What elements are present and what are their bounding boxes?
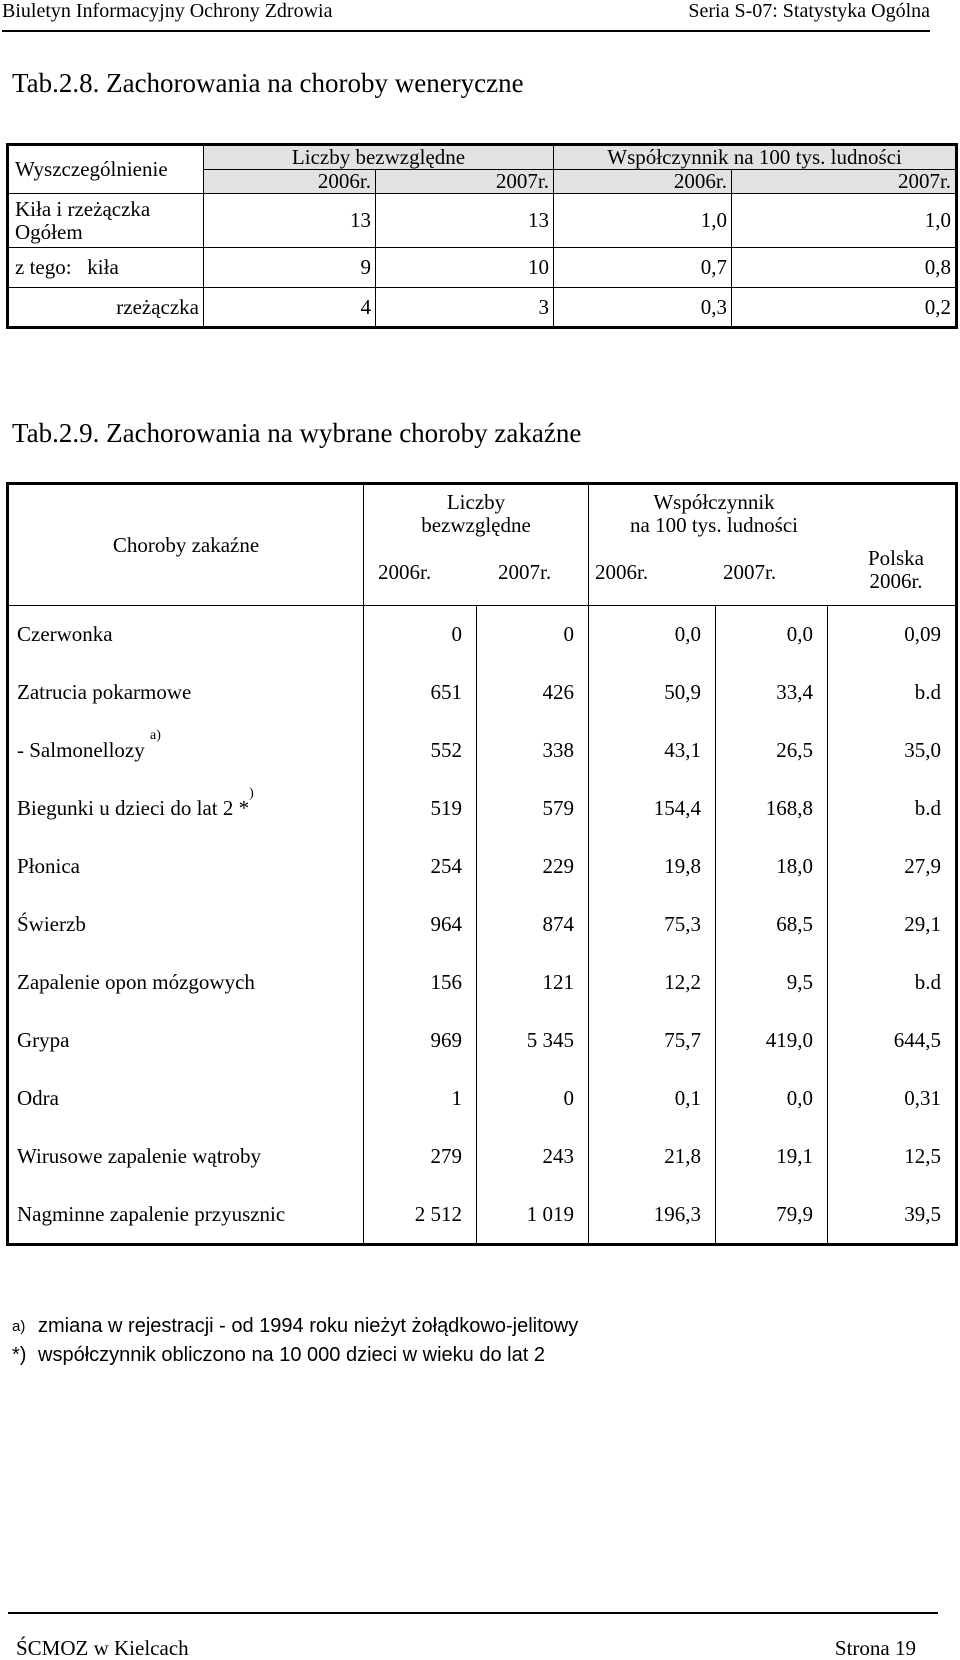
table-cell: 0,7 xyxy=(554,248,732,288)
table-cell: 19,1 xyxy=(716,1128,828,1186)
table-cell: 33,4 xyxy=(716,664,828,722)
footnote-reference: a) xyxy=(149,728,161,743)
row-label: - Salmonellozy $^{a)}$ xyxy=(8,722,364,780)
footnote-reference: ) xyxy=(249,786,254,801)
table-cell: 964 xyxy=(364,896,477,954)
table-cell: 0,0 xyxy=(589,606,716,664)
table-cell: 2 512 xyxy=(364,1186,477,1245)
table-cell: 1,0 xyxy=(554,194,732,248)
row-label: Nagminne zapalenie przyusznic xyxy=(8,1186,364,1245)
header-year: 2007r. xyxy=(723,560,777,584)
table-cell: 39,5 xyxy=(828,1186,957,1245)
table-cell: 0,2 xyxy=(732,288,957,328)
table-cell: 519 xyxy=(364,780,477,838)
row-label: Grypa xyxy=(8,1012,364,1070)
table-row xyxy=(8,194,957,248)
table-cell: 50,9 xyxy=(589,664,716,722)
table-cell: 338 xyxy=(477,722,589,780)
table-cell: 21,8 xyxy=(589,1128,716,1186)
table-cell: 651 xyxy=(364,664,477,722)
table-cell: b.d xyxy=(828,664,957,722)
table-cell: 154,4 xyxy=(589,780,716,838)
table-cell: 168,8 xyxy=(716,780,828,838)
header-year: 2006r. xyxy=(204,170,376,194)
table-cell: 552 xyxy=(364,722,477,780)
table-row xyxy=(8,896,957,954)
table-cell: 0,31 xyxy=(828,1070,957,1128)
table-cell: 9 xyxy=(204,248,376,288)
table-row xyxy=(8,838,957,896)
infectious-diseases-table xyxy=(6,482,958,1246)
table-cell: 10 xyxy=(376,248,554,288)
footnote xyxy=(12,1312,578,1341)
table-cell: 0,8 xyxy=(732,248,957,288)
table-cell: 75,3 xyxy=(589,896,716,954)
header-series: Seria S-07: Statystyka Ogólna xyxy=(688,0,930,22)
row-label: Biegunki u dzieci do lat 2 *) xyxy=(8,780,364,838)
table-cell: 9,5 xyxy=(716,954,828,1012)
header-year: 2007r. xyxy=(732,170,957,194)
header-year: 2006r. xyxy=(378,560,432,584)
table-cell: 419,0 xyxy=(716,1012,828,1070)
header-year: 2006r. xyxy=(554,170,732,194)
table-cell: 19,8 xyxy=(589,838,716,896)
row-label: Kiła i rzeżączka Ogółem xyxy=(8,194,204,248)
running-header xyxy=(2,0,930,32)
row-label: Płonica xyxy=(8,838,364,896)
table-2-8-title: Tab.2.8. Zachorowania na choroby weneryczne xyxy=(12,68,524,98)
table-cell: 18,0 xyxy=(716,838,828,896)
table-cell: 79,9 xyxy=(716,1186,828,1245)
table-cell: 3 xyxy=(376,288,554,328)
table-cell: 0,1 xyxy=(589,1070,716,1128)
table-cell: 243 xyxy=(477,1128,589,1186)
row-label: z tego: kiła xyxy=(8,248,204,288)
page-number: Strona 19 xyxy=(834,1636,916,1660)
table-cell: 579 xyxy=(477,780,589,838)
table-cell: 0,3 xyxy=(554,288,732,328)
row-label: Czerwonka xyxy=(8,606,364,664)
table-cell: b.d xyxy=(828,954,957,1012)
table-row xyxy=(8,1012,957,1070)
table-cell: b.d xyxy=(828,780,957,838)
footnote-text: zmiana w rejestracji - od 1994 roku nieżyt żołądkowo-jelitowy xyxy=(38,1315,579,1337)
footer-institution: ŚCMOZ w Kielcach xyxy=(16,1636,189,1660)
header-rate-per-100k: Współczynnik na 100 tys. ludności 2006r. 2007r. Polska 2006r. xyxy=(589,484,957,606)
table-cell: 0,0 xyxy=(716,606,828,664)
table-cell: 0,0 xyxy=(716,1070,828,1128)
header-absolute-numbers: Liczby bezwzględne xyxy=(204,145,554,170)
table-row xyxy=(8,954,957,1012)
table-cell: 75,7 xyxy=(589,1012,716,1070)
table-cell: 644,5 xyxy=(828,1012,957,1070)
table-2-9-title: Tab.2.9. Zachorowania na wybrane choroby zakaźne xyxy=(12,418,582,448)
venereal-diseases-table xyxy=(6,143,958,329)
footnote-mark: *) xyxy=(12,1344,27,1366)
table-cell: 0 xyxy=(364,606,477,664)
table-cell: 874 xyxy=(477,896,589,954)
header-poland: Polska 2006r. xyxy=(868,546,925,593)
table-cell: 1 xyxy=(364,1070,477,1128)
table-row xyxy=(8,248,957,288)
table-cell: 121 xyxy=(477,954,589,1012)
table-cell: 27,9 xyxy=(828,838,957,896)
header-year: 2006r. xyxy=(595,560,649,584)
table-cell: 196,3 xyxy=(589,1186,716,1245)
table-row xyxy=(8,1070,957,1128)
table-row xyxy=(8,1128,957,1186)
table-cell: 279 xyxy=(364,1128,477,1186)
table-cell: 29,1 xyxy=(828,896,957,954)
table-cell: 0 xyxy=(477,606,589,664)
row-label: Wirusowe zapalenie wątroby xyxy=(8,1128,364,1186)
table-cell: 156 xyxy=(364,954,477,1012)
table-cell: 26,5 xyxy=(716,722,828,780)
table-row xyxy=(8,606,957,664)
header-publication: Biuletyn Informacyjny Ochrony Zdrowia xyxy=(2,0,333,22)
table-cell: 969 xyxy=(364,1012,477,1070)
table-row xyxy=(8,288,957,328)
header-absolute-numbers: Liczby bezwzględne 2006r. 2007r. xyxy=(364,484,589,606)
row-label: rzeżączka xyxy=(8,288,204,328)
header-year: 2007r. xyxy=(376,170,554,194)
table-cell: 12,5 xyxy=(828,1128,957,1186)
row-label: Zatrucia pokarmowe xyxy=(8,664,364,722)
table-cell: 12,2 xyxy=(589,954,716,1012)
table-row xyxy=(8,780,957,838)
table-cell: 68,5 xyxy=(716,896,828,954)
table-cell: 426 xyxy=(477,664,589,722)
footnote-text: współczynnik obliczono na 10 000 dzieci w wieku do lat 2 xyxy=(38,1344,545,1366)
header-rate-per-100k: Współczynnik na 100 tys. ludności xyxy=(554,145,957,170)
header-year: 2007r. xyxy=(498,560,552,584)
table-cell: 13 xyxy=(204,194,376,248)
table-cell: 1,0 xyxy=(732,194,957,248)
footnote-mark: a) xyxy=(12,1318,26,1335)
row-label: Zapalenie opon mózgowych xyxy=(8,954,364,1012)
row-label: Świerzb xyxy=(8,896,364,954)
footnotes xyxy=(12,1312,578,1370)
table-cell: 13 xyxy=(376,194,554,248)
column-header-specification: Wyszczególnienie xyxy=(8,145,204,194)
table-cell: 1 019 xyxy=(477,1186,589,1245)
footer-rule xyxy=(8,1612,938,1614)
table-cell: 0 xyxy=(477,1070,589,1128)
table-row xyxy=(8,1186,957,1245)
table-cell: 254 xyxy=(364,838,477,896)
table-cell: 5 345 xyxy=(477,1012,589,1070)
table-row xyxy=(8,664,957,722)
column-header-infectious-diseases: Choroby zakaźne xyxy=(8,484,364,606)
footnote xyxy=(12,1341,578,1370)
table-cell: 229 xyxy=(477,838,589,896)
table-cell: 4 xyxy=(204,288,376,328)
row-label: Odra xyxy=(8,1070,364,1128)
table-cell: 0,09 xyxy=(828,606,957,664)
table-cell: 35,0 xyxy=(828,722,957,780)
table-cell: 43,1 xyxy=(589,722,716,780)
table-row xyxy=(8,722,957,780)
